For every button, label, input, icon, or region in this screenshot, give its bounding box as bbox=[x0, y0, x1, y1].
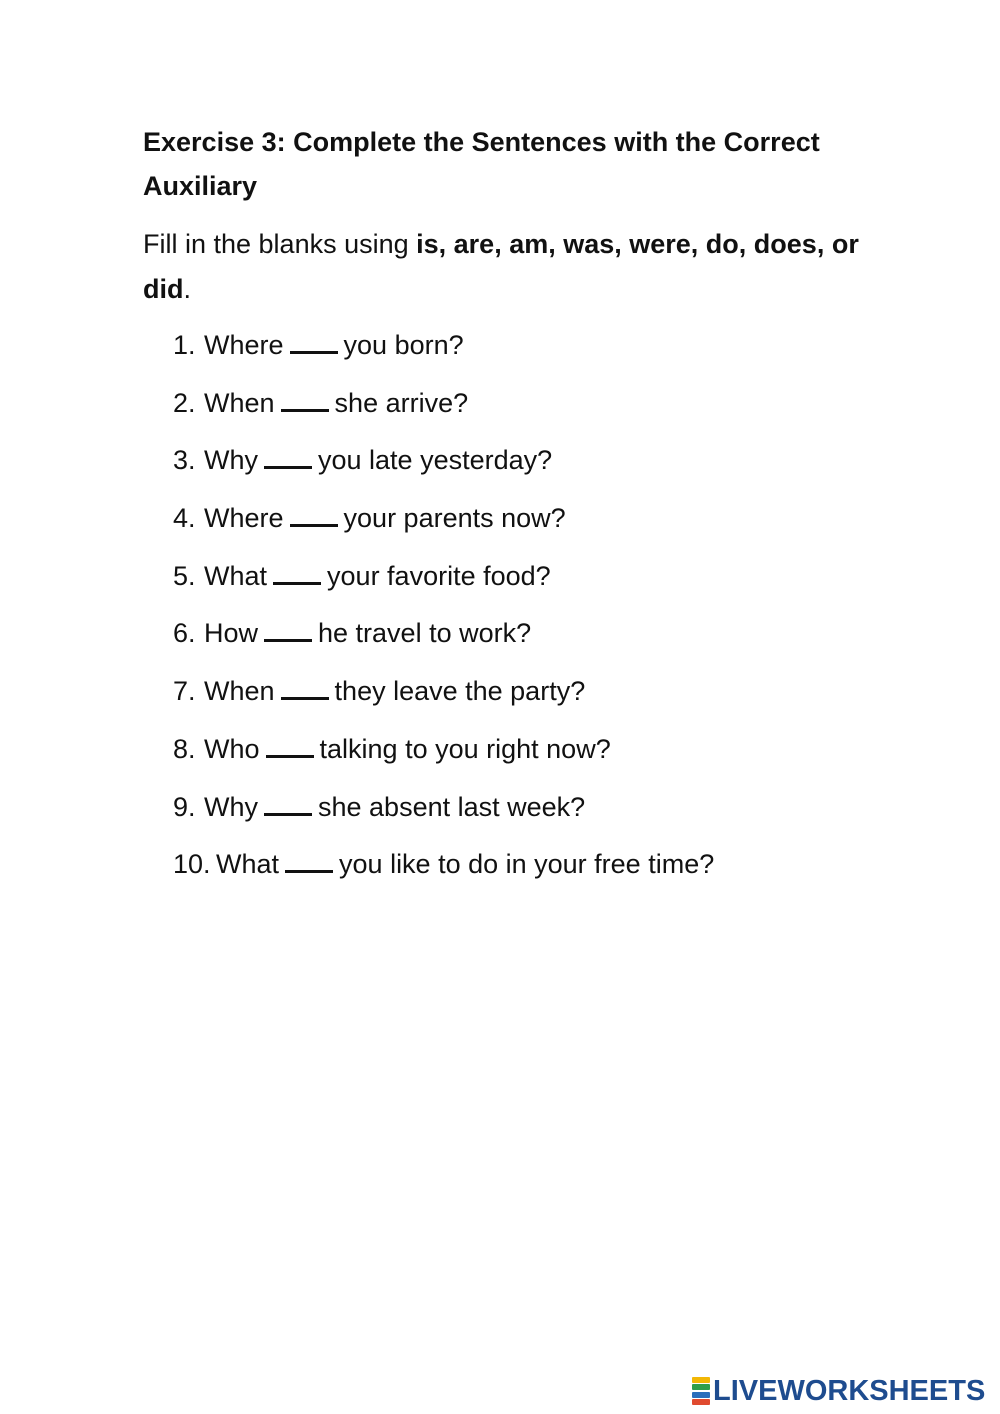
question-number: 4. bbox=[173, 503, 196, 534]
question-text: What you like to do in your free time? bbox=[216, 844, 714, 884]
instructions-words: is, are, am, was, were, do, does, bbox=[416, 229, 825, 259]
logo-bar bbox=[692, 1392, 710, 1398]
answer-blank[interactable] bbox=[290, 500, 338, 527]
answer-blank[interactable] bbox=[285, 846, 333, 873]
question-number: 9. bbox=[173, 791, 196, 822]
question-text: Why you late yesterday? bbox=[204, 440, 552, 480]
question-list bbox=[0, 325, 1000, 902]
instructions-suffix: . bbox=[183, 274, 192, 304]
question-item bbox=[0, 383, 1000, 441]
question-number: 2. bbox=[173, 387, 196, 418]
question-item bbox=[0, 613, 1000, 671]
logo-text: LIVEWORKSHEETS bbox=[713, 1375, 986, 1407]
answer-blank[interactable] bbox=[281, 673, 329, 700]
exercise-title: Exercise 3: Complete the Sentences with the Correct Auxiliary bbox=[143, 127, 820, 201]
question-text: Who talking to you right now? bbox=[204, 729, 611, 769]
question-text: When they leave the party? bbox=[204, 671, 585, 711]
question-item bbox=[0, 787, 1000, 845]
question-item bbox=[0, 556, 1000, 614]
answer-blank[interactable] bbox=[264, 442, 312, 469]
answer-blank[interactable] bbox=[264, 789, 312, 816]
instructions-prefix: Fill in the blanks using bbox=[143, 229, 417, 259]
question-text: Where your parents now? bbox=[204, 498, 566, 538]
question-number: 6. bbox=[173, 618, 196, 649]
answer-blank[interactable] bbox=[264, 615, 312, 642]
question-item bbox=[0, 844, 1000, 902]
instructions-words-end: or did bbox=[143, 229, 859, 304]
question-item bbox=[0, 729, 1000, 787]
question-item bbox=[0, 671, 1000, 729]
question-text: What your favorite food? bbox=[204, 556, 551, 596]
question-number: 1. bbox=[173, 330, 196, 360]
answer-blank[interactable] bbox=[290, 327, 338, 354]
logo-mark-icon bbox=[692, 1377, 710, 1405]
answer-blank[interactable] bbox=[273, 558, 321, 585]
question-text: When she arrive? bbox=[204, 383, 468, 423]
question-text: Why she absent last week? bbox=[204, 787, 585, 827]
question-number: 10. bbox=[173, 849, 211, 880]
instructions bbox=[143, 222, 913, 312]
question-number: 3. bbox=[173, 445, 196, 476]
question-item bbox=[0, 498, 1000, 556]
question-text: How he travel to work? bbox=[204, 613, 531, 653]
answer-blank[interactable] bbox=[281, 385, 329, 412]
question-number: 5. bbox=[173, 560, 196, 591]
question-number: 8. bbox=[173, 733, 196, 764]
question-item bbox=[0, 440, 1000, 498]
question-number: 7. bbox=[173, 676, 196, 707]
logo-bar bbox=[692, 1377, 710, 1383]
question-text: Where you born? bbox=[204, 325, 464, 365]
logo-bar bbox=[692, 1384, 710, 1390]
liveworksheets-logo bbox=[692, 1374, 985, 1408]
answer-blank[interactable] bbox=[266, 731, 314, 758]
logo-bar bbox=[692, 1399, 710, 1405]
question-item bbox=[0, 325, 1000, 383]
